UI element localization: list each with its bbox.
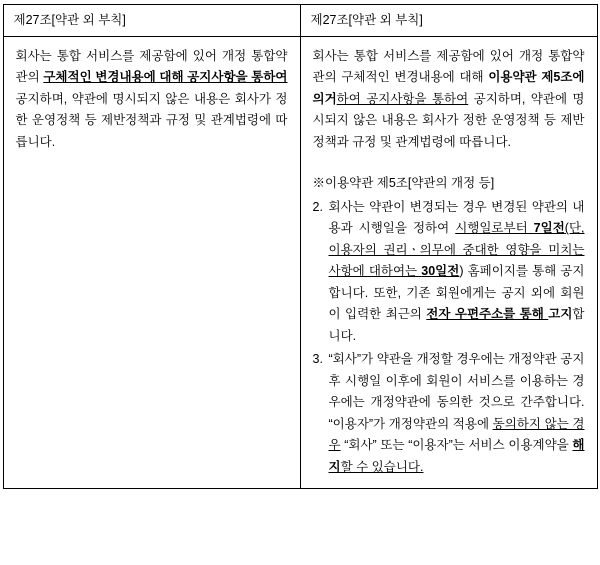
text-run: “회사”가 약관을 개정할 경우에는 개정약관 공지 후 시행일 이후에 회원이 서비스를 이용하는 경우에는 개정약관에 동의한 것으로 간주합니다. “이용자”가 개정약관의 적용에 [328,352,585,431]
right-paragraph [313,46,585,154]
text-run: 동의하지 않는 경우 [328,416,585,453]
table-cell-body-right [300,36,597,489]
left-cell-content [4,37,300,164]
text-run: 전자 우편주소를 통해 [426,307,549,322]
table-cell-header-left [3,5,300,37]
text-run: 구체적인 변경내용에 대해 공지사항을 통하여 [43,70,288,85]
text-run: 회사는 약관이 변경되는 경우 변경된 약관의 내용과 시행일을 정하여 [328,199,585,236]
text-run: 시행일로부터 [455,221,534,236]
text-run: “회사” 또는 “이용자”는 서비스 이용계약을 [340,438,573,453]
text-run: 공지하며, 약관에 명시되지 않은 내용은 회사가 정한 운영정책 등 제반정책과 규정 및 관계법령에 따릅니다. [312,91,585,149]
text-run: 7일전 [533,221,565,236]
right-cell-content [301,37,597,489]
left-column-header: 제27조[약관 외 부칙] [13,13,126,27]
list-item-number: 2. [312,199,323,214]
table-body-row [3,36,597,489]
text-run: ) 홈페이지를 통해 공지합니다. 또한, 기존 회원에게는 공지 외에 회원이 입력한 최근의 [328,264,585,322]
text-run: 공지하며, 약관에 명시되지 않은 내용은 회사가 정한 운영정책 등 제반정책과 규정 및 관계법령에 따릅니다. [15,91,288,149]
note-title: ※이용약관 제5조[약관의 개정 등] [312,176,495,191]
text-run: 해지 [328,438,585,474]
table-cell-header-right [300,5,597,37]
left-paragraph [16,46,288,154]
table-cell-body-left [3,36,300,489]
list-item-number: 3. [312,352,323,367]
text-run: 하여 공지사항을 통하여 [336,91,469,106]
text-run: 할 수 있습니다. [340,459,424,474]
clause-list [313,197,585,479]
comparison-table [3,4,598,489]
list-item [313,349,585,478]
text-run: 이용약관 제5조에 의거 [312,70,585,106]
table-header-row [3,5,597,37]
text-run: 회사는 통합 서비스를 제공함에 있어 개정 통합약관의 [15,48,288,85]
text-run: (단, 이용자의 권리ㆍ의무에 중대한 영향을 미치는 사항에 대하여는 [328,221,585,279]
list-item-text [329,349,585,478]
text-run: 합니다. [328,307,585,343]
text-run: 회사는 통합 서비스를 제공함에 있어 개정 통합약관의 구체적인 변경내용에 대해 [312,48,585,85]
list-item-text [329,197,585,348]
text-run: 30일전 [421,264,460,279]
right-column-header: 제27조[약관 외 부칙] [310,13,423,27]
list-item [313,197,585,348]
text-run: 고지 [548,307,573,322]
